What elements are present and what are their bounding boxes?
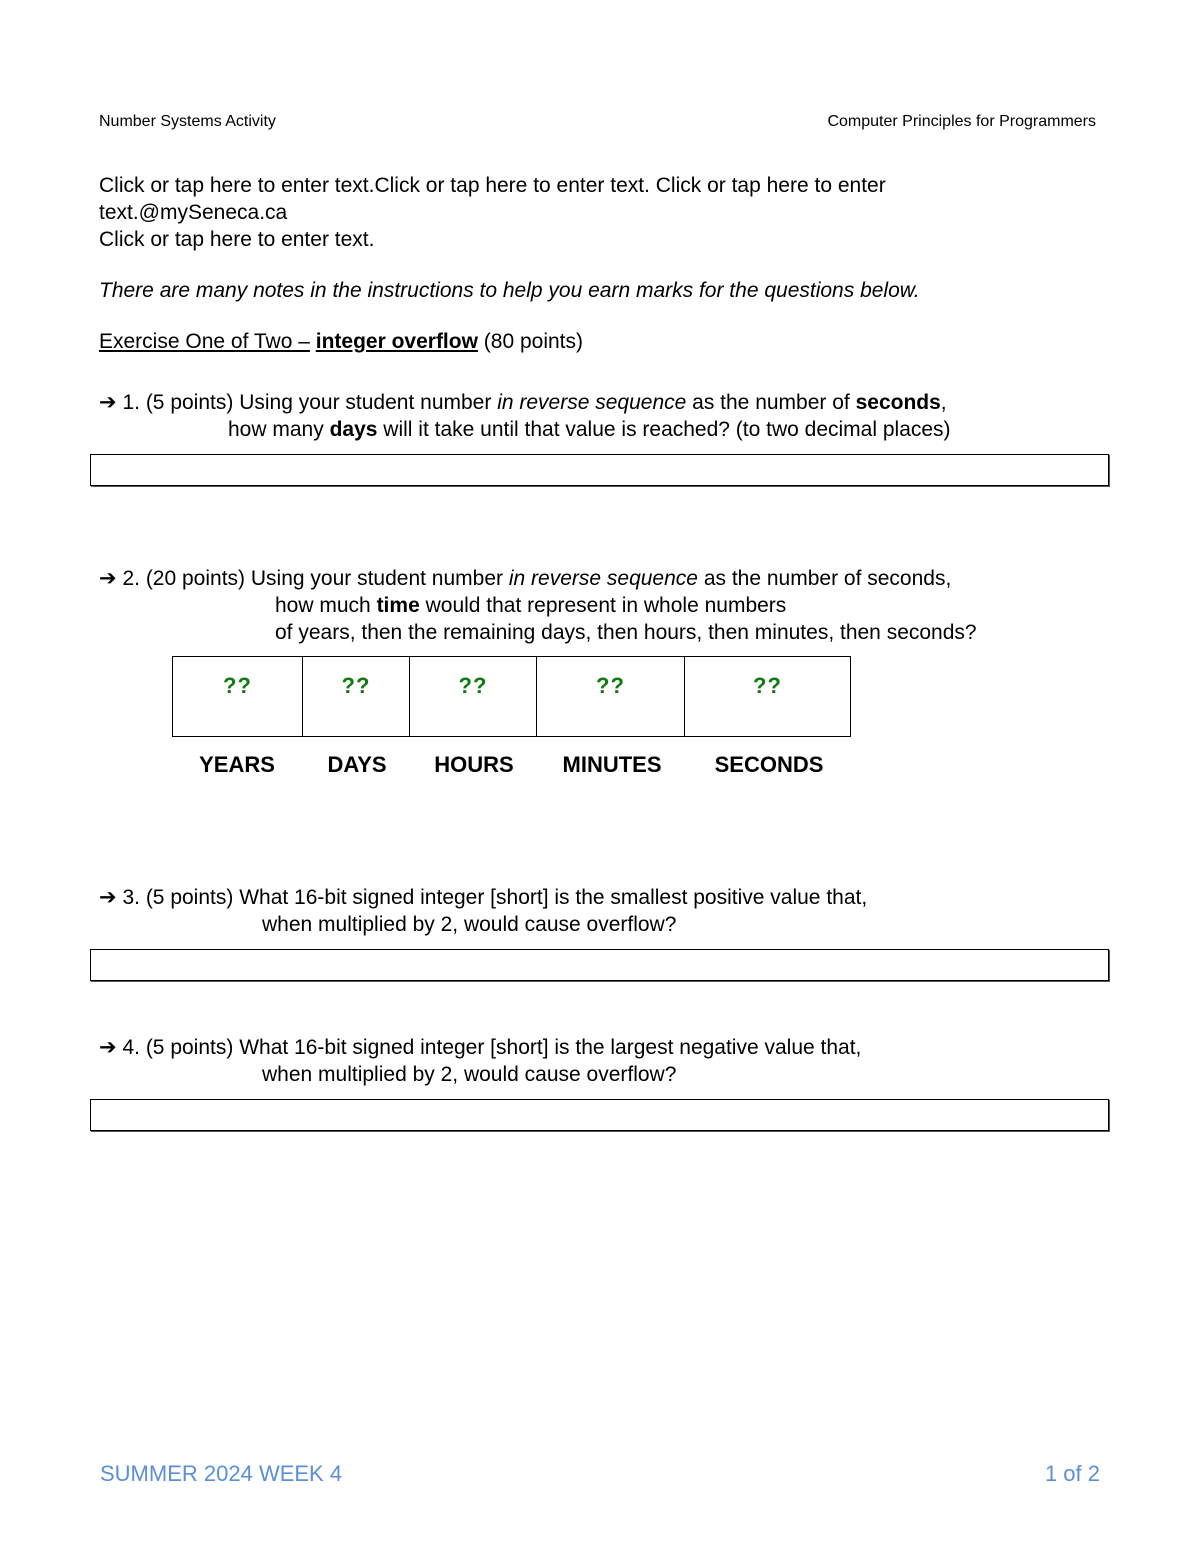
q4-answer-box[interactable] <box>90 1099 1109 1131</box>
unit-minutes: MINUTES <box>562 752 662 777</box>
q1-text: Using your student number <box>239 391 492 414</box>
q1-number: 1. <box>122 391 140 414</box>
days-value: ?? <box>341 673 371 698</box>
q2-l2c: would that represent in whole numbers <box>425 594 787 617</box>
unit-hours: HOURS <box>434 752 514 777</box>
arrow-icon: ➔ <box>99 886 117 909</box>
q1-line1 <box>99 389 947 416</box>
exercise-title <box>99 328 583 355</box>
student-number-field[interactable]: Click or tap here to enter text. <box>99 228 375 251</box>
time-breakdown-table <box>172 656 851 737</box>
q3-number: 3. <box>122 886 140 909</box>
footer-left: SUMMER 2024 WEEK 4 <box>100 1461 343 1486</box>
q3-line1 <box>99 884 867 911</box>
q2-text: Using your student number <box>250 567 504 590</box>
header-right: Computer Principles for Programmers <box>827 113 1096 130</box>
q2-line1 <box>99 565 951 592</box>
hours-value: ?? <box>458 673 488 698</box>
q1-comma: , <box>940 391 947 414</box>
q1-points: (5 points) <box>145 391 234 414</box>
q3-text: What 16-bit signed integer [short] is the smallest positive value that, <box>239 886 868 909</box>
q1-emphasis: in reverse sequence <box>497 391 687 414</box>
q1-bold: seconds <box>855 391 941 414</box>
arrow-icon: ➔ <box>99 1036 117 1059</box>
q2-number: 2. <box>122 567 140 590</box>
instructions-note: There are many notes in the instructions to help you earn marks for the questions below. <box>99 279 920 302</box>
exercise-title-prefix: Exercise One of Two – <box>99 330 310 353</box>
unit-days: DAYS <box>327 752 387 777</box>
q1-text2: as the number of <box>692 391 850 414</box>
q3-line2: when multiplied by 2, would cause overflow? <box>262 913 677 936</box>
seconds-cell[interactable] <box>685 657 851 737</box>
unit-years: YEARS <box>199 752 275 777</box>
q4-text: What 16-bit signed integer [short] is the largest negative value that, <box>239 1036 862 1059</box>
exercise-title-points: (80 points) <box>483 330 583 353</box>
arrow-icon: ➔ <box>99 567 117 590</box>
q2-line3: of years, then the remaining days, then hours, then minutes, then seconds? <box>275 621 977 644</box>
q1-l2c: will it take until that value is reached? (to two decimal places) <box>383 418 951 441</box>
q1-line2 <box>228 416 951 443</box>
page-number: 1 of 2 <box>1044 1461 1100 1486</box>
q2-text2: as the number of seconds, <box>703 567 952 590</box>
q1-answer-box[interactable] <box>90 454 1109 486</box>
q2-emphasis: in reverse sequence <box>508 567 698 590</box>
student-email-field[interactable]: text.@mySeneca.ca <box>99 201 288 224</box>
years-cell[interactable] <box>173 657 303 737</box>
q4-points: (5 points) <box>145 1036 234 1059</box>
arrow-icon: ➔ <box>99 391 117 414</box>
q1-l2a: how many <box>228 418 324 441</box>
header-left: Number Systems Activity <box>99 113 276 130</box>
seconds-value: ?? <box>753 673 782 698</box>
q2-l2b: time <box>376 594 420 617</box>
years-value: ?? <box>223 673 252 698</box>
q1-l2b: days <box>329 418 378 441</box>
q3-points: (5 points) <box>145 886 234 909</box>
minutes-cell[interactable] <box>537 657 685 737</box>
q4-line1 <box>99 1034 861 1061</box>
q4-line2: when multiplied by 2, would cause overflow? <box>262 1063 677 1086</box>
q2-points: (20 points) <box>145 567 246 590</box>
days-cell[interactable] <box>303 657 410 737</box>
q3-answer-box[interactable] <box>90 949 1109 981</box>
q4-number: 4. <box>122 1036 140 1059</box>
q2-l2a: how much <box>275 594 371 617</box>
unit-seconds: SECONDS <box>714 752 824 777</box>
minutes-value: ?? <box>596 673 625 698</box>
hours-cell[interactable] <box>410 657 537 737</box>
q2-line2 <box>275 592 786 619</box>
exercise-title-topic: integer overflow <box>315 330 478 353</box>
student-name-fields[interactable]: Click or tap here to enter text.Click or tap here to enter text. Click or tap here to enter <box>99 174 886 197</box>
